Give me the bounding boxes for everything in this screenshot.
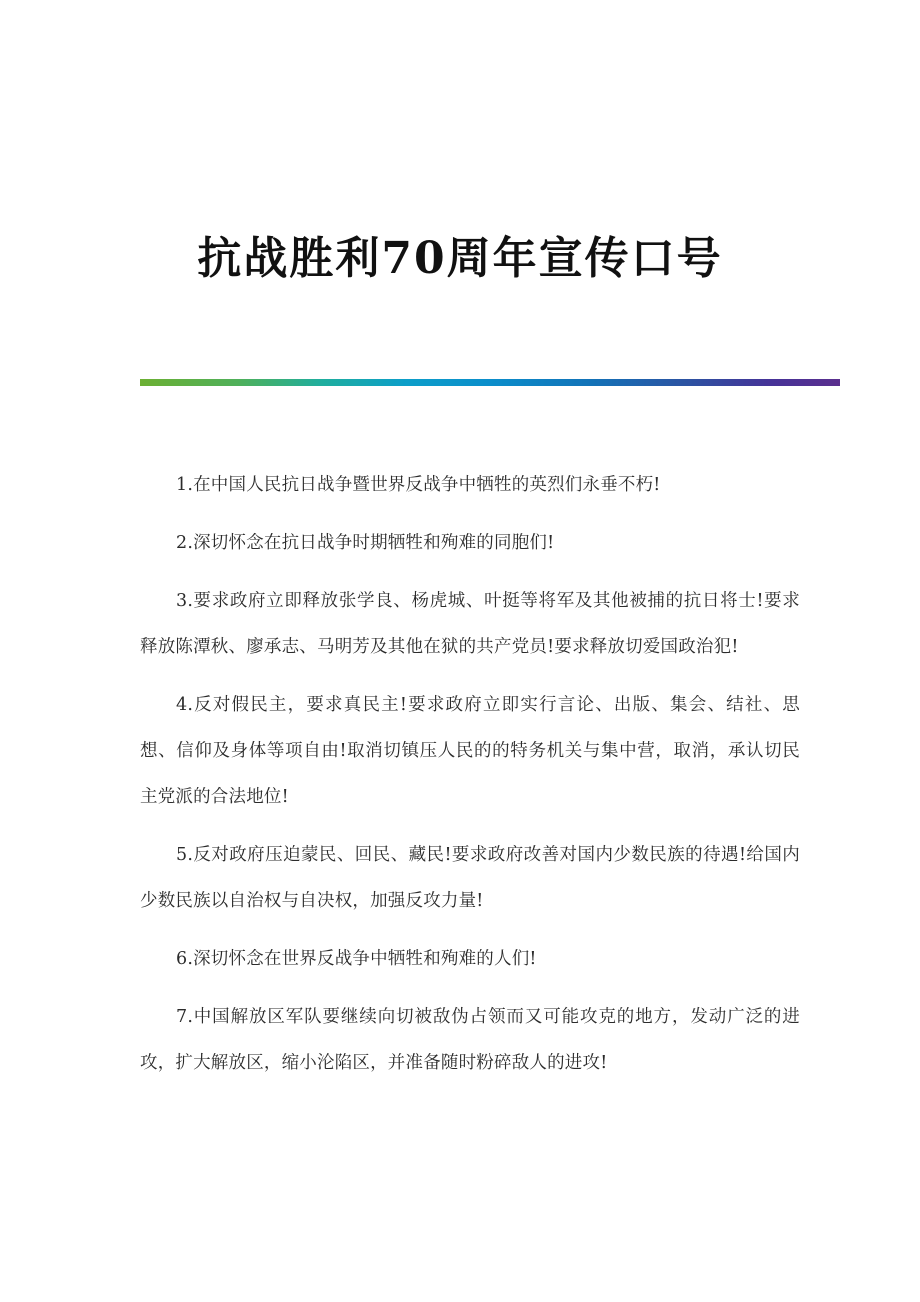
paragraph-2: 2.深切怀念在抗日战争时期牺牲和殉难的同胞们!	[176, 533, 555, 553]
page-title: 抗战胜利70周年宣传口号	[197, 233, 723, 285]
paragraph-6: 6.深切怀念在世界反战争中牺牲和殉难的人们!	[176, 949, 537, 969]
paragraph-3: 3.要求政府立即释放张学良、杨虎城、叶挺等将军及其他被捕的抗日将士!要求释放陈潭秋、廖承志、马明芳及其他在狱的共产党员!要求释放切爱国政治犯!	[140, 591, 800, 657]
paragraph-7: 7.中国解放区军队要继续向切被敌伪占领而又可能攻克的地方，发动广泛的进攻，扩大解放区，缩小沦陷区，并准备随时粉碎敌人的进攻!	[140, 1007, 800, 1073]
document-body	[140, 462, 800, 1086]
paragraph-1: 1.在中国人民抗日战争暨世界反战争中牺牲的英烈们永垂不朽!	[176, 475, 661, 495]
gradient-divider	[140, 379, 840, 386]
gradient-divider-bar	[140, 379, 840, 386]
paragraph-5: 5.反对政府压迫蒙民、回民、藏民!要求政府改善对国内少数民族的待遇!给国内少数民族以自治权与自决权，加强反攻力量!	[140, 845, 800, 911]
paragraph-4: 4.反对假民主，要求真民主!要求政府立即实行言论、出版、集会、结社、思想、信仰及身体等项自由!取消切镇压人民的的特务机关与集中营，取消，承认切民主党派的合法地位!	[140, 695, 800, 807]
